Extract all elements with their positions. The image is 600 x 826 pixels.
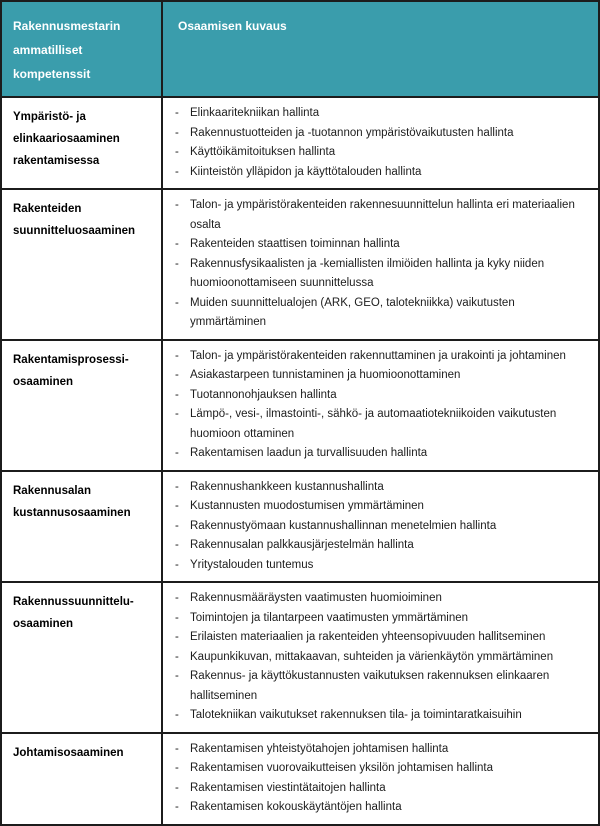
- description-item: [163, 163, 588, 183]
- competence-label: Rakennusalan kustannusosaaminen: [2, 472, 163, 582]
- description-item: [163, 798, 588, 818]
- competence-label: Rakenteiden suunnitteluosaaminen: [2, 190, 163, 339]
- description-text: Lämpö-, vesi-, ilmastointi-, sähkö- ja automaatiotekniikoiden vaikutusten huomioon ottaminen: [190, 408, 557, 440]
- dash-bullet: -: [175, 257, 179, 270]
- description-item: [163, 517, 588, 537]
- description-item: [163, 255, 588, 294]
- description-text: Muiden suunnittelualojen (ARK, GEO, talotekniikka) vaikutusten ymmärtäminen: [190, 296, 515, 328]
- description-list: [163, 589, 588, 726]
- description-text: Kustannusten muodostumisen ymmärtäminen: [190, 500, 424, 512]
- dash-bullet: -: [175, 238, 179, 250]
- description-item: [163, 589, 588, 609]
- description-item: [163, 235, 588, 255]
- description-text: Erilaisten materiaalien ja rakenteiden yhteensopivuuden hallitseminen: [190, 631, 546, 643]
- dash-bullet: -: [175, 388, 179, 401]
- description-text: Rakennustuotteiden ja -tuotannon ympäristövaikutusten hallinta: [190, 126, 514, 139]
- table-row: [2, 470, 598, 582]
- description-item: [163, 294, 588, 333]
- description-list: [163, 478, 588, 576]
- dash-bullet: -: [175, 611, 179, 624]
- dash-bullet: -: [175, 592, 179, 604]
- table-row: [2, 188, 598, 339]
- description-item: [163, 143, 588, 163]
- dash-bullet: -: [175, 199, 179, 211]
- dash-bullet: -: [175, 650, 179, 663]
- competence-label: Rakentamisprosessi-osaaminen: [2, 341, 163, 470]
- dash-bullet: -: [175, 500, 179, 512]
- description-item: [163, 556, 588, 576]
- description-item: [163, 667, 588, 706]
- dash-bullet: -: [175, 539, 179, 551]
- dash-bullet: -: [175, 165, 179, 178]
- description-list: [163, 740, 588, 818]
- dash-bullet: -: [175, 742, 179, 755]
- dash-bullet: -: [175, 107, 179, 119]
- competence-label: Ympäristö- ja elinkaariosaaminen rakentamisessa: [2, 98, 163, 188]
- description-item: [163, 740, 588, 760]
- description-text: Rakentamisen yhteistyötahojen johtamisen hallinta: [190, 742, 449, 755]
- description-item: [163, 124, 588, 144]
- description-item: [163, 536, 588, 556]
- description-item: [163, 478, 588, 498]
- description-item: [163, 386, 588, 406]
- description-text: Rakentamisen vuorovaikutteisen yksilön johtamisen hallinta: [190, 762, 493, 774]
- header-description: Osaamisen kuvaus: [163, 2, 598, 96]
- description-text: Käyttöikämitoituksen hallinta: [190, 146, 336, 158]
- dash-bullet: -: [175, 631, 179, 643]
- dash-bullet: -: [175, 447, 179, 459]
- dash-bullet: -: [175, 146, 179, 158]
- competence-label: Johtamisosaaminen: [2, 734, 163, 824]
- description-item: [163, 347, 588, 367]
- dash-bullet: -: [175, 480, 179, 493]
- description-text: Yritystalouden tuntemus: [190, 558, 314, 571]
- dash-bullet: -: [175, 519, 179, 532]
- description-text: Talon- ja ympäristörakenteiden rakennesuunnittelun hallinta eri materiaalien osalta: [190, 199, 575, 231]
- description-text: Tuotannonohjauksen hallinta: [190, 388, 337, 401]
- dash-bullet: -: [175, 781, 179, 794]
- dash-bullet: -: [175, 762, 179, 774]
- description-text: Kaupunkikuvan, mittakaavan, suhteiden ja värienkäytön ymmärtäminen: [190, 650, 554, 663]
- table-row: [2, 732, 598, 824]
- description-item: [163, 609, 588, 629]
- dash-bullet: -: [175, 349, 179, 362]
- description-text: Toimintojen ja tilantarpeen vaatimusten ymmärtäminen: [190, 611, 469, 624]
- description-item: [163, 628, 588, 648]
- description-text: Talotekniikan vaikutukset rakennuksen tila- ja toimintaratkaisuihin: [190, 709, 522, 721]
- dash-bullet: -: [175, 369, 179, 381]
- description-item: [163, 104, 588, 124]
- description-item: [163, 405, 588, 444]
- dash-bullet: -: [175, 670, 179, 682]
- table-row: [2, 581, 598, 732]
- table-row: [2, 339, 598, 470]
- description-text: Rakentamisen viestintätaitojen hallinta: [190, 781, 386, 794]
- table-row: [2, 96, 598, 188]
- description-text: Rakentamisen kokouskäytäntöjen hallinta: [190, 801, 402, 813]
- dash-bullet: -: [175, 709, 179, 721]
- dash-bullet: -: [175, 126, 179, 139]
- description-item: [163, 779, 588, 799]
- description-item: [163, 759, 588, 779]
- competence-label: Rakennussuunnittelu-osaaminen: [2, 583, 163, 732]
- description-text: Rakennushankkeen kustannushallinta: [190, 480, 384, 493]
- description-text: Rakentamisen laadun ja turvallisuuden hallinta: [190, 447, 428, 459]
- description-text: Rakennus- ja käyttökustannusten vaikutuksen rakennuksen elinkaaren hallitseminen: [190, 670, 550, 702]
- description-text: Asiakastarpeen tunnistaminen ja huomioonottaminen: [190, 369, 461, 381]
- description-text: Kiinteistön ylläpidon ja käyttötalouden hallinta: [190, 165, 422, 178]
- description-text: Rakennustyömaan kustannushallinnan menetelmien hallinta: [190, 519, 497, 532]
- description-list: [163, 104, 588, 182]
- dash-bullet: -: [175, 296, 179, 309]
- description-item: [163, 497, 588, 517]
- description-item: [163, 648, 588, 668]
- description-text: Elinkaaritekniikan hallinta: [190, 107, 320, 119]
- description-list: [163, 347, 588, 464]
- description-text: Rakennusmääräysten vaatimusten huomioiminen: [190, 592, 442, 604]
- description-item: [163, 366, 588, 386]
- description-item: [163, 196, 588, 235]
- description-text: Talon- ja ympäristörakenteiden rakennuttaminen ja urakointi ja johtaminen: [190, 349, 566, 362]
- header-competences: Rakennusmestarin ammatilliset kompetenssit: [2, 2, 163, 96]
- description-text: Rakennusfysikaalisten ja -kemiallisten ilmiöiden hallinta ja kyky niiden huomioonottamiseen suunnittelussa: [190, 257, 545, 289]
- dash-bullet: -: [175, 801, 179, 813]
- description-text: Rakenteiden staattisen toiminnan hallinta: [190, 238, 400, 250]
- description-item: [163, 444, 588, 464]
- dash-bullet: -: [175, 558, 179, 571]
- dash-bullet: -: [175, 408, 179, 420]
- description-list: [163, 196, 588, 333]
- description-text: Rakennusalan palkkausjärjestelmän hallinta: [190, 539, 414, 551]
- table-header-row: [2, 2, 598, 96]
- description-item: [163, 706, 588, 726]
